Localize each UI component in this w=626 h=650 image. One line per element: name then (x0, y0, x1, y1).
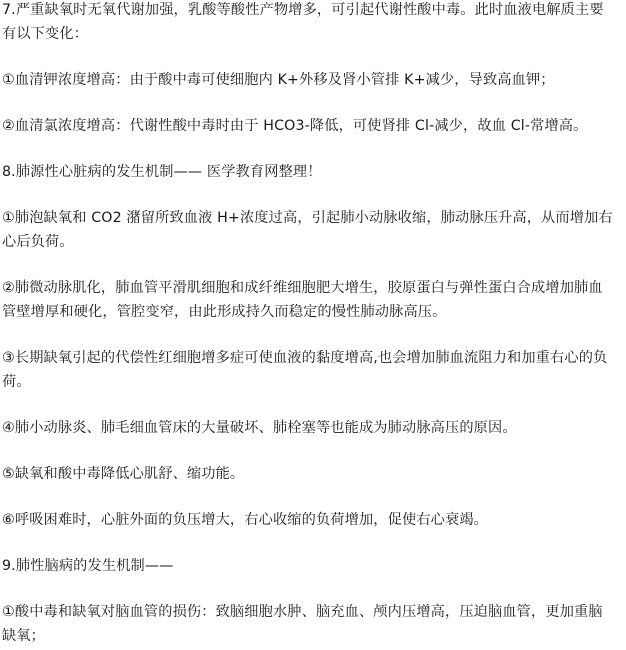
paragraph-polycythemia: ③长期缺氧引起的代偿性红细胞增多症可使血液的黏度增高,也会增加肺血流阻力和加重右心的负荷。 (2, 350, 608, 390)
paragraph-dyspnea: ⑥呼吸困难时，心脏外面的负压增大，右心收缩的负荷增加，促使右心衰竭。 (2, 512, 489, 528)
paragraph-arteriole-muscularization: ②肺微动脉肌化，肺血管平滑肌细胞和成纤维细胞肥大增生，胶原蛋白与弹性蛋白合成增加肺血管壁增厚和硬化，管腔变窄，由此形成持久而稳定的慢性肺动脉高压。 (2, 280, 603, 320)
paragraph-arteritis: ④肺小动脉炎、肺毛细血管床的大量破坏、肺栓塞等也能成为肺动脉高压的原因。 (2, 420, 517, 436)
paragraph-alveolar-hypoxia: ①肺泡缺氧和 CO2 潴留所致血液 H+浓度过高，引起肺小动脉收缩，肺动脉压升高，从而增加右心后负荷。 (2, 210, 613, 250)
paragraph-myocardial-function: ⑤缺氧和酸中毒降低心肌舒、缩功能。 (2, 466, 245, 482)
paragraph-7-acidosis: 7.严重缺氧时无氧代谢加强，乳酸等酸性产物增多，可引起代谢性酸中毒。此时血液电解质主要有以下变化： (2, 2, 604, 42)
heading-9-pulmonary-encephalopathy: 9.肺性脑病的发生机制—— (2, 558, 174, 574)
paragraph-serum-chloride: ②血清氯浓度增高：代谢性酸中毒时由于 HCO3-降低，可使肾排 Cl-减少，故血 Cl-常增高。 (2, 118, 588, 134)
paragraph-serum-potassium: ①血清钾浓度增高：由于酸中毒可使细胞内 K+外移及肾小管排 K+减少，导致高血钾； (2, 72, 555, 88)
heading-8-pulmonary-heart-disease: 8.肺源性心脏病的发生机制—— 医学教育网整理！ (2, 164, 322, 180)
paragraph-cerebrovascular-damage: ①酸中毒和缺氧对脑血管的损伤：致脑细胞水肿、脑充血、颅内压增高，压迫脑血管，更加重脑缺氧； (2, 604, 603, 644)
